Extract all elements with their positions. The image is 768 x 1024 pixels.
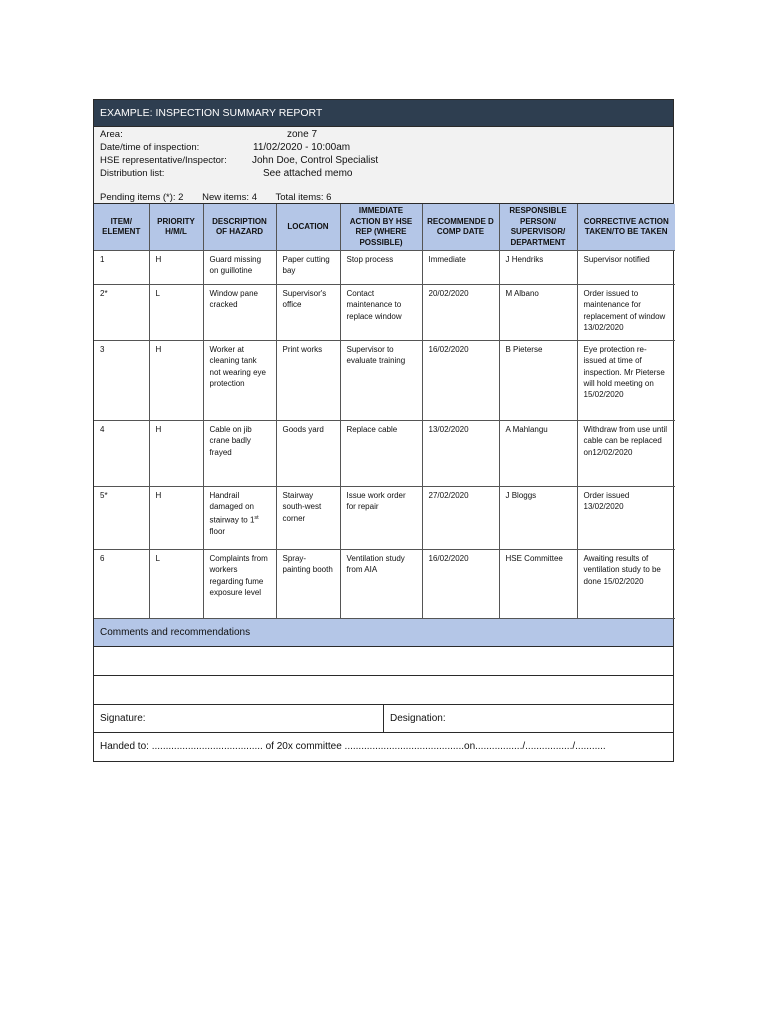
corrective-cell: Eye protection re-issued at time of inspection. Mr Pieterse will hold meeting on 15/02/2020	[577, 341, 675, 421]
column-header: DESCRIPTION OF HAZARD	[203, 204, 276, 251]
action-cell: Ventilation study from AIA	[340, 550, 422, 619]
person-cell: B Pieterse	[499, 341, 577, 421]
pending-count: Pending items (*): 2	[100, 192, 184, 203]
column-header: CORRECTIVE ACTION TAKEN/TO BE TAKEN	[577, 204, 675, 251]
signature-field[interactable]: Signature:	[94, 705, 384, 732]
priority-cell: L	[149, 550, 203, 619]
person-cell: J Bloggs	[499, 487, 577, 550]
designation-field[interactable]: Designation:	[390, 713, 446, 724]
comments-line[interactable]	[94, 647, 673, 676]
priority-cell: H	[149, 341, 203, 421]
column-header: RESPONSIBLE PERSON/ SUPERVISOR/ DEPARTMENT	[499, 204, 577, 251]
action-cell: Issue work order for repair	[340, 487, 422, 550]
comments-heading: Comments and recommendations	[94, 619, 673, 647]
action-cell: Stop process	[340, 251, 422, 285]
handed-to-line[interactable]: Handed to: ........................................ of 20x committee ...........................................on................./................./...........	[100, 741, 606, 752]
person-cell: J Hendriks	[499, 251, 577, 285]
priority-cell: H	[149, 251, 203, 285]
signature-row	[94, 705, 673, 733]
item-cell: 6	[94, 550, 149, 619]
person-cell: A Mahlangu	[499, 421, 577, 487]
ordinal-suffix: st	[254, 514, 259, 521]
corrective-cell: Supervisor notified	[577, 251, 675, 285]
item-counts	[100, 192, 347, 203]
action-cell: Replace cable	[340, 421, 422, 487]
column-header: LOCATION	[276, 204, 340, 251]
date-cell: 20/02/2020	[422, 285, 499, 341]
table-row	[94, 251, 675, 285]
datetime-value: 11/02/2020 - 10:00am	[253, 142, 351, 153]
table-header-row	[94, 204, 675, 251]
location-cell: Goods yard	[276, 421, 340, 487]
date-cell: Immediate	[422, 251, 499, 285]
datetime-label: Date/time of inspection:	[100, 142, 200, 153]
inspector-value: John Doe, Control Specialist	[252, 155, 379, 166]
hazard-cell: Cable on jib crane badly frayed	[203, 421, 276, 487]
corrective-cell: Withdraw from use until cable can be replaced on12/02/2020	[577, 421, 675, 487]
location-cell: Spray-painting booth	[276, 550, 340, 619]
column-header: PRIORITY H/M/L	[149, 204, 203, 251]
person-cell: HSE Committee	[499, 550, 577, 619]
distribution-value: See attached memo	[263, 168, 353, 179]
report-info-block	[94, 127, 673, 204]
table-row	[94, 421, 675, 487]
distribution-label: Distribution list:	[100, 168, 165, 179]
item-cell: 2*	[94, 285, 149, 341]
inspection-summary-report	[93, 99, 674, 762]
inspector-label: HSE representative/Inspector:	[100, 155, 227, 166]
new-count: New items: 4	[202, 192, 257, 203]
table-row	[94, 487, 675, 550]
table-row	[94, 285, 675, 341]
hazard-cell: Guard missing on guillotine	[203, 251, 276, 285]
total-count: Total items: 6	[275, 192, 332, 203]
priority-cell: H	[149, 421, 203, 487]
date-cell: 16/02/2020	[422, 341, 499, 421]
hazard-cell: Window pane cracked	[203, 285, 276, 341]
date-cell: 16/02/2020	[422, 550, 499, 619]
table-row	[94, 550, 675, 619]
comments-line[interactable]	[94, 676, 673, 705]
hazard-table	[94, 204, 675, 619]
location-cell: Paper cutting bay	[276, 251, 340, 285]
hazard-cell: Complaints from workers regarding fume exposure level	[203, 550, 276, 619]
hazard-text: Handrail damaged on stairway to 1	[209, 491, 255, 525]
item-cell: 4	[94, 421, 149, 487]
column-header: ITEM/ ELEMENT	[94, 204, 149, 251]
hazard-cell	[203, 487, 276, 550]
item-cell: 1	[94, 251, 149, 285]
report-title: EXAMPLE: INSPECTION SUMMARY REPORT	[94, 100, 673, 127]
location-cell: Supervisor's office	[276, 285, 340, 341]
area-value: zone 7	[287, 129, 318, 140]
priority-cell: H	[149, 487, 203, 550]
location-cell: Print works	[276, 341, 340, 421]
area-label: Area:	[100, 129, 123, 140]
action-cell: Contact maintenance to replace window	[340, 285, 422, 341]
hazard-cell: Worker at cleaning tank not wearing eye protection	[203, 341, 276, 421]
table-row	[94, 341, 675, 421]
person-cell: M Albano	[499, 285, 577, 341]
item-cell: 5*	[94, 487, 149, 550]
date-cell: 13/02/2020	[422, 421, 499, 487]
action-cell: Supervisor to evaluate training	[340, 341, 422, 421]
corrective-cell: Order issued to maintenance for replacement of window 13/02/2020	[577, 285, 675, 341]
corrective-cell: Awaiting results of ventilation study to be done 15/02/2020	[577, 550, 675, 619]
date-cell: 27/02/2020	[422, 487, 499, 550]
column-header: IMMEDIATE ACTION BY HSE REP (WHERE POSSIBLE)	[340, 204, 422, 251]
corrective-cell: Order issued 13/02/2020	[577, 487, 675, 550]
priority-cell: L	[149, 285, 203, 341]
column-header: RECOMMENDE D COMP DATE	[422, 204, 499, 251]
location-cell: Stairway south-west corner	[276, 487, 340, 550]
hazard-text-tail: floor	[209, 526, 226, 536]
item-cell: 3	[94, 341, 149, 421]
